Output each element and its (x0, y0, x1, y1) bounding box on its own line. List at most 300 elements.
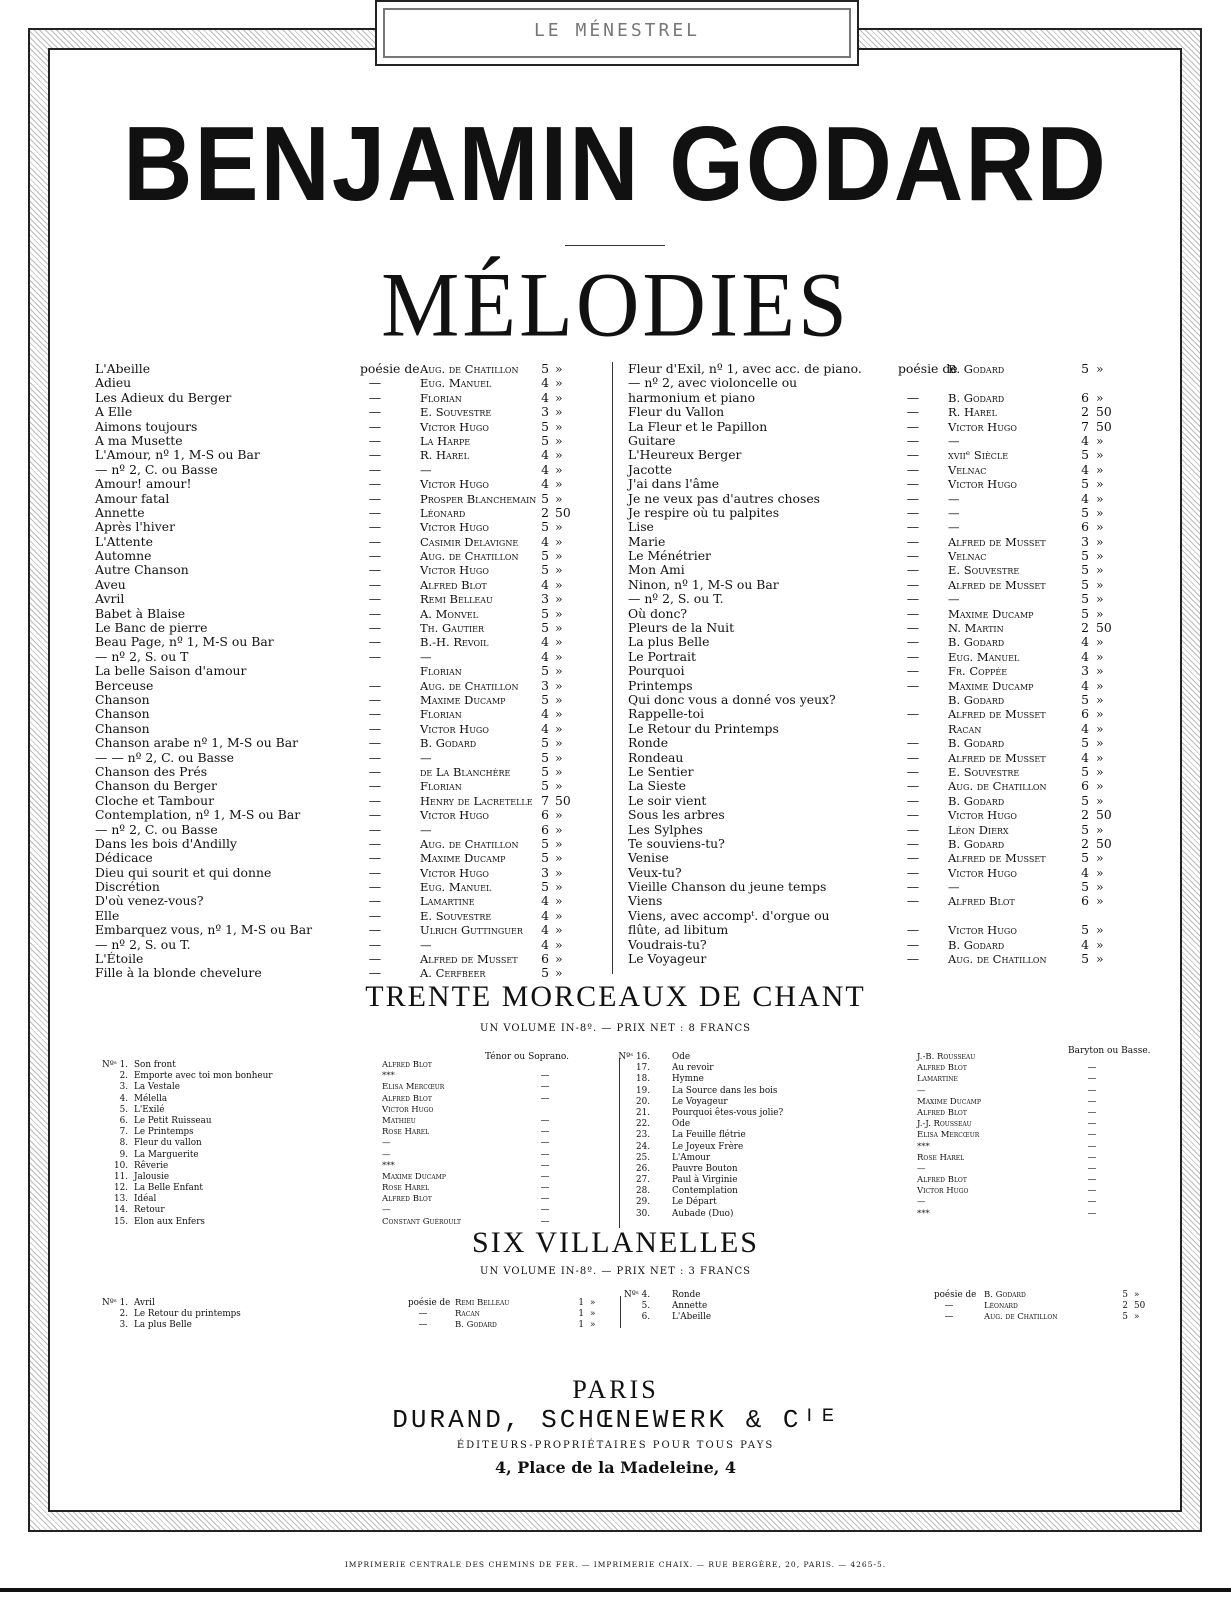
list-item (95, 362, 595, 376)
price-centimes: 50 (555, 504, 571, 520)
poet-name: La Harpe (420, 433, 471, 448)
list-item (612, 1052, 1152, 1063)
list-item (95, 894, 595, 908)
price-centimes: » (1096, 864, 1104, 880)
list-item (628, 938, 1128, 952)
song-title: La Fleur et le Papillon (628, 418, 768, 434)
poesie-marker: — (906, 821, 920, 837)
poet-name: B. Godard (984, 1290, 1026, 1300)
poet-name: — (948, 592, 960, 607)
voice-mark: — (1087, 1074, 1097, 1085)
price-centimes: » (1096, 893, 1104, 909)
poet-name: *** (382, 1160, 395, 1171)
list-item (612, 1074, 1152, 1085)
item-number: 5. (641, 1301, 650, 1312)
item-number: 3. (119, 1320, 128, 1331)
song-title: Le soir vient (628, 792, 707, 808)
list-item (612, 1164, 1152, 1175)
voice-mark: — (1087, 1096, 1097, 1107)
poesie-marker: — (906, 763, 920, 779)
voice-mark: — (1087, 1197, 1097, 1208)
price-francs: 5 (1081, 951, 1089, 967)
list-item (95, 391, 595, 405)
poesie-marker: — (368, 893, 382, 909)
song-title: — nº 2, C. ou Basse (95, 821, 218, 837)
poet-name: B. Godard (948, 692, 1005, 707)
poet-name: Alfred Blot (420, 577, 487, 592)
song-title: Guitare (628, 432, 676, 448)
price-centimes: » (555, 850, 563, 866)
poesie-marker: — (906, 490, 920, 506)
price-francs: 5 (541, 749, 549, 765)
poesie-marker: — (906, 835, 920, 851)
voice-mark: — (1087, 1085, 1097, 1096)
price-francs: 4 (541, 706, 549, 722)
price-centimes: » (555, 404, 563, 420)
piece-title: Ode (672, 1119, 691, 1130)
song-title: Embarquez vous, nº 1, M-S ou Bar (95, 922, 313, 938)
poet-name: Lamartine (917, 1074, 958, 1085)
list-item (628, 880, 1128, 894)
list-item (95, 837, 595, 851)
list-item (628, 434, 1128, 448)
list-item (95, 420, 595, 434)
poet-name: Alfred Blot (382, 1093, 432, 1104)
poesie-marker: — (906, 562, 920, 578)
poet-name: Léonard (984, 1301, 1018, 1312)
song-title: Beau Page, nº 1, M-S ou Bar (95, 634, 274, 650)
poesie-marker: — (906, 447, 920, 463)
price-centimes: » (555, 763, 563, 779)
list-item (628, 765, 1128, 779)
price-centimes: » (555, 490, 563, 506)
poet-name: Victor Hugo (420, 865, 489, 880)
item-number: 15. (114, 1216, 128, 1227)
item-number: 27. (636, 1175, 650, 1186)
price-centimes: » (555, 605, 563, 621)
poesie-marker: poésie de (408, 1298, 451, 1308)
song-title: — nº 2, S. ou T. (628, 591, 724, 607)
item-number: 20. (636, 1096, 650, 1107)
song-title: Marie (628, 533, 666, 549)
list-item (95, 592, 595, 606)
item-number: 11. (114, 1171, 128, 1182)
voice-mark: — (540, 1171, 550, 1182)
song-title: Veux-tu? (628, 864, 682, 880)
price-centimes: » (555, 576, 563, 592)
price-francs: 5 (541, 835, 549, 851)
poet-name: Eug. Manuel (420, 880, 492, 895)
voice-mark: — (540, 1149, 550, 1160)
poesie-marker: — (906, 749, 920, 765)
poesie-marker: — (906, 620, 920, 636)
poet-name: Th. Gautier (420, 621, 485, 636)
list-item (628, 650, 1128, 664)
poet-name: Maxime Ducamp (382, 1171, 446, 1182)
price-centimes: » (555, 361, 563, 376)
poet-name: Maxime Ducamp (917, 1096, 981, 1107)
poesie-marker: — (368, 576, 382, 592)
price-centimes: » (555, 749, 563, 765)
list-item (628, 578, 1128, 592)
price-centimes: » (555, 461, 563, 477)
song-title: Dieu qui sourit et qui donne (95, 864, 272, 880)
poesie-marker: — (906, 432, 920, 448)
song-title: Amour! amour! (95, 476, 192, 492)
trente-subtitle: UN VOLUME IN-8º. — PRIX NET : 8 FRANCS (480, 1023, 751, 1034)
poesie-marker: — (368, 504, 382, 520)
piece-title: L'Amour (672, 1152, 711, 1163)
poet-name: B. Godard (948, 836, 1005, 851)
list-item (90, 1205, 610, 1216)
price-francs: 4 (541, 634, 549, 650)
section-title-melodies: MÉLODIES (381, 254, 850, 357)
list-item (612, 1175, 1152, 1186)
voice-label-left: Ténor ou Soprano. (485, 1052, 570, 1062)
song-title: Le Banc de pierre (95, 620, 208, 636)
list-item (95, 751, 595, 765)
list-item (612, 1063, 1152, 1074)
song-title: Ninon, nº 1, M-S ou Bar (628, 576, 779, 592)
price-centimes: » (555, 447, 563, 463)
price-centimes: » (555, 476, 563, 492)
price-centimes: » (555, 864, 563, 880)
list-item (95, 952, 595, 966)
song-title: D'où venez-vous? (95, 893, 204, 909)
list-item (95, 923, 595, 937)
song-title: harmonium et piano (628, 389, 756, 405)
song-title: Dédicace (95, 850, 153, 866)
price-centimes: » (1096, 476, 1104, 492)
price-centimes: 50 (1096, 418, 1112, 434)
list-item (628, 635, 1128, 649)
list-item (628, 664, 1128, 678)
song-title: Je ne veux pas d'autres choses (628, 490, 821, 506)
list-item (628, 420, 1128, 434)
price-centimes: » (1096, 850, 1104, 866)
poet-name: Alfred de Musset (948, 707, 1046, 722)
price-francs: 4 (1081, 864, 1089, 880)
poesie-marker: — (368, 634, 382, 650)
poet-name: Alfred de Musset (948, 577, 1046, 592)
poet-name: de La Blanchère (420, 764, 511, 779)
list-item (95, 966, 595, 980)
piece-title: Le Printemps (134, 1127, 194, 1138)
price-centimes: » (555, 835, 563, 851)
piece-title: La Belle Enfant (134, 1183, 203, 1194)
item-number: 29. (636, 1197, 650, 1208)
price-francs: 6 (541, 951, 549, 967)
poesie-marker: — (906, 850, 920, 866)
list-item (628, 851, 1128, 865)
item-number: 7. (119, 1127, 128, 1138)
piece-title: La Vestale (134, 1082, 180, 1093)
poesie-marker: — (906, 591, 920, 607)
song-title: Le Portrait (628, 648, 696, 664)
price-centimes: » (1096, 605, 1104, 621)
poesie-marker: — (368, 864, 382, 880)
list-item (628, 894, 1128, 908)
list-item (95, 693, 595, 707)
poesie-marker: — (368, 879, 382, 895)
price-francs: 4 (1081, 461, 1089, 477)
song-title: Les Adieux du Berger (95, 389, 232, 405)
list-item (95, 707, 595, 721)
price-centimes: » (1096, 389, 1104, 405)
poet-name: B. Godard (948, 793, 1005, 808)
poesie-marker: — (906, 864, 920, 880)
price-francs: 5 (1081, 821, 1089, 837)
price-francs: 4 (1081, 936, 1089, 952)
poet-name: Aug. de Chatillon (420, 678, 519, 693)
price-francs: 2 (1081, 835, 1089, 851)
list-item (95, 765, 595, 779)
list-item (612, 1209, 1152, 1220)
price-centimes: » (1096, 490, 1104, 506)
song-title: Aimons toujours (95, 418, 198, 434)
poesie-marker: — (368, 835, 382, 851)
price-francs: 4 (541, 922, 549, 938)
poesie-marker: — (368, 807, 382, 823)
list-item (95, 405, 595, 419)
poet-name: Rose Harel (382, 1127, 430, 1138)
poesie-marker: — (368, 821, 382, 837)
item-number: 26. (636, 1163, 650, 1174)
price-centimes: » (555, 620, 563, 636)
list-item (95, 535, 595, 549)
list-item (628, 794, 1128, 808)
song-title: Fleur d'Exil, nº 1, avec acc. de piano. (628, 361, 862, 376)
poet-name: B. Godard (948, 390, 1005, 405)
piece-title: Rêverie (134, 1160, 169, 1171)
poet-name: Elisa Mercœur (917, 1130, 980, 1141)
song-title: Viens (628, 893, 663, 909)
price-francs: 5 (1081, 735, 1089, 751)
voice-mark: — (540, 1194, 550, 1205)
price-centimes: » (1096, 951, 1104, 967)
song-title: Le Ménétrier (628, 548, 711, 564)
list-item (612, 1197, 1152, 1208)
price-centimes: » (1134, 1290, 1140, 1300)
price-francs: 5 (1122, 1290, 1128, 1300)
price-francs: 5 (1122, 1312, 1128, 1323)
poesie-marker: — (906, 951, 920, 967)
song-title: La Sieste (628, 778, 687, 794)
poet-name: Victor Hugo (420, 477, 489, 492)
item-number: 6. (119, 1115, 128, 1126)
item-number: 28. (636, 1186, 650, 1197)
song-title: Après l'hiver (95, 519, 176, 535)
poet-name: Aug. de Chatillon (420, 836, 519, 851)
poet-name: Victor Hugo (420, 563, 489, 578)
price-centimes: 50 (1096, 835, 1112, 851)
voice-mark: — (1087, 1186, 1097, 1197)
song-title: — nº 2, avec violoncelle ou (628, 375, 798, 391)
list-item (95, 722, 595, 736)
list-item (612, 1108, 1152, 1119)
song-title: Pleurs de la Nuit (628, 620, 735, 636)
price-francs: 4 (541, 893, 549, 909)
poesie-marker: — (368, 735, 382, 751)
song-title: Viens, avec accompᵗ. d'orgue ou (628, 907, 830, 923)
price-francs: 6 (1081, 389, 1089, 405)
item-number: 3. (119, 1082, 128, 1093)
price-centimes: » (1096, 677, 1104, 693)
list-item (90, 1082, 610, 1093)
song-title: Rondeau (628, 749, 684, 765)
price-francs: 5 (541, 605, 549, 621)
song-title: Venise (628, 850, 669, 866)
item-number: 2. (119, 1071, 128, 1082)
poet-name: Racan (455, 1309, 480, 1320)
poet-name: Florian (420, 664, 462, 679)
poet-name: Remi Belleau (455, 1298, 510, 1308)
price-centimes: » (555, 519, 563, 535)
piece-title: Le Départ (672, 1197, 717, 1208)
price-centimes: » (555, 533, 563, 549)
list-item (628, 492, 1128, 506)
poet-name: Victor Hugo (420, 808, 489, 823)
price-francs: 3 (541, 677, 549, 693)
poesie-marker: — (368, 763, 382, 779)
poesie-marker: — (368, 907, 382, 923)
price-francs: 5 (1081, 562, 1089, 578)
price-francs: 5 (541, 432, 549, 448)
poesie-marker: — (368, 936, 382, 952)
song-title: — nº 2, S. ou T (95, 648, 189, 664)
price-centimes: » (1096, 432, 1104, 448)
price-francs: 1 (578, 1309, 584, 1320)
poesie-marker: — (418, 1320, 428, 1331)
poet-name: *** (382, 1071, 395, 1082)
price-francs: 4 (1081, 432, 1089, 448)
poet-name: *** (917, 1208, 930, 1219)
item-number: 10. (114, 1160, 128, 1171)
price-centimes: » (555, 634, 563, 650)
poesie-marker: — (368, 792, 382, 808)
price-francs: 3 (1081, 663, 1089, 679)
price-centimes: » (555, 907, 563, 923)
poet-name: E. Souvestre (420, 908, 492, 923)
item-number: 8. (119, 1138, 128, 1149)
price-francs: 5 (541, 879, 549, 895)
piece-title: Ode (672, 1052, 691, 1062)
poet-name: *** (917, 1141, 930, 1152)
poet-name: Alfred de Musset (948, 534, 1046, 549)
list-item (628, 722, 1128, 736)
voice-mark: — (540, 1216, 550, 1227)
price-centimes: 50 (1096, 404, 1112, 420)
poet-name: Alfred Blot (917, 1063, 967, 1074)
price-francs: 4 (1081, 749, 1089, 765)
poet-name: Léonard (420, 505, 466, 520)
column-divider (612, 362, 613, 974)
price-francs: 4 (541, 447, 549, 463)
price-francs: 4 (541, 533, 549, 549)
poet-name: — (382, 1138, 391, 1149)
song-title: Voudrais-tu? (628, 936, 707, 952)
song-title: Sous les arbres (628, 807, 725, 823)
list-item (95, 520, 595, 534)
poet-name: Léon Dierx (948, 822, 1009, 837)
price-centimes: » (555, 778, 563, 794)
poet-name: Velnac (948, 462, 987, 477)
item-number: 14. (114, 1205, 128, 1216)
price-centimes: » (1096, 735, 1104, 751)
item-number: 18. (636, 1074, 650, 1085)
song-title: Jacotte (628, 461, 673, 477)
voice-mark: — (1087, 1152, 1097, 1163)
price-francs: 3 (1081, 533, 1089, 549)
poesie-marker: — (368, 605, 382, 621)
poesie-marker: — (906, 476, 920, 492)
song-title: Berceuse (95, 677, 154, 693)
piece-title: Son front (134, 1060, 176, 1070)
list-item (628, 405, 1128, 419)
song-title: Discrétion (95, 879, 160, 895)
list-item (95, 549, 595, 563)
poesie-marker: — (906, 548, 920, 564)
poet-name: Fr. Coppée (948, 664, 1008, 679)
poesie-marker: — (368, 749, 382, 765)
price-francs: 4 (541, 720, 549, 736)
piece-title: Elon aux Enfers (134, 1216, 205, 1227)
poet-name: E. Souvestre (948, 563, 1020, 578)
list-item (95, 938, 595, 952)
piece-title: Contemplation (672, 1186, 738, 1197)
poesie-marker: — (368, 548, 382, 564)
song-title: Chanson du Berger (95, 778, 217, 794)
price-centimes: » (555, 807, 563, 823)
list-item (628, 621, 1128, 635)
price-centimes: » (555, 720, 563, 736)
voice-mark: — (540, 1127, 550, 1138)
list-item (95, 808, 595, 822)
poet-name: Elisa Mercœur (382, 1082, 445, 1093)
list-item (628, 679, 1128, 693)
price-francs: 5 (1081, 504, 1089, 520)
list-item (90, 1138, 610, 1149)
poet-name: Victor Hugo (948, 419, 1017, 434)
piece-title: L'Abeille (672, 1312, 712, 1323)
price-francs: 5 (541, 965, 549, 981)
list-item (90, 1194, 610, 1205)
poet-name: Alfred de Musset (948, 750, 1046, 765)
list-item (628, 952, 1128, 966)
poet-name: — (420, 822, 432, 837)
piece-title: La Marguerite (134, 1149, 199, 1160)
price-francs: 4 (541, 576, 549, 592)
price-francs: 4 (541, 936, 549, 952)
list-item (628, 376, 1128, 390)
piece-title: Jalousie (134, 1171, 170, 1182)
voice-mark: — (540, 1205, 550, 1216)
list-item (628, 707, 1128, 721)
item-number: 4. (119, 1093, 128, 1104)
song-title: Fille à la blonde chevelure (95, 965, 262, 981)
poet-name: Maxime Ducamp (420, 851, 506, 866)
poet-name: — (420, 750, 432, 765)
song-title: flûte, ad libitum (628, 922, 729, 938)
poet-name: B. Godard (948, 635, 1005, 650)
price-francs: 7 (541, 792, 549, 808)
price-centimes: » (555, 663, 563, 679)
price-centimes: » (1096, 533, 1104, 549)
list-item (95, 679, 595, 693)
price-centimes: » (1096, 591, 1104, 607)
list-item (628, 506, 1128, 520)
piece-title: Retour (134, 1205, 165, 1216)
